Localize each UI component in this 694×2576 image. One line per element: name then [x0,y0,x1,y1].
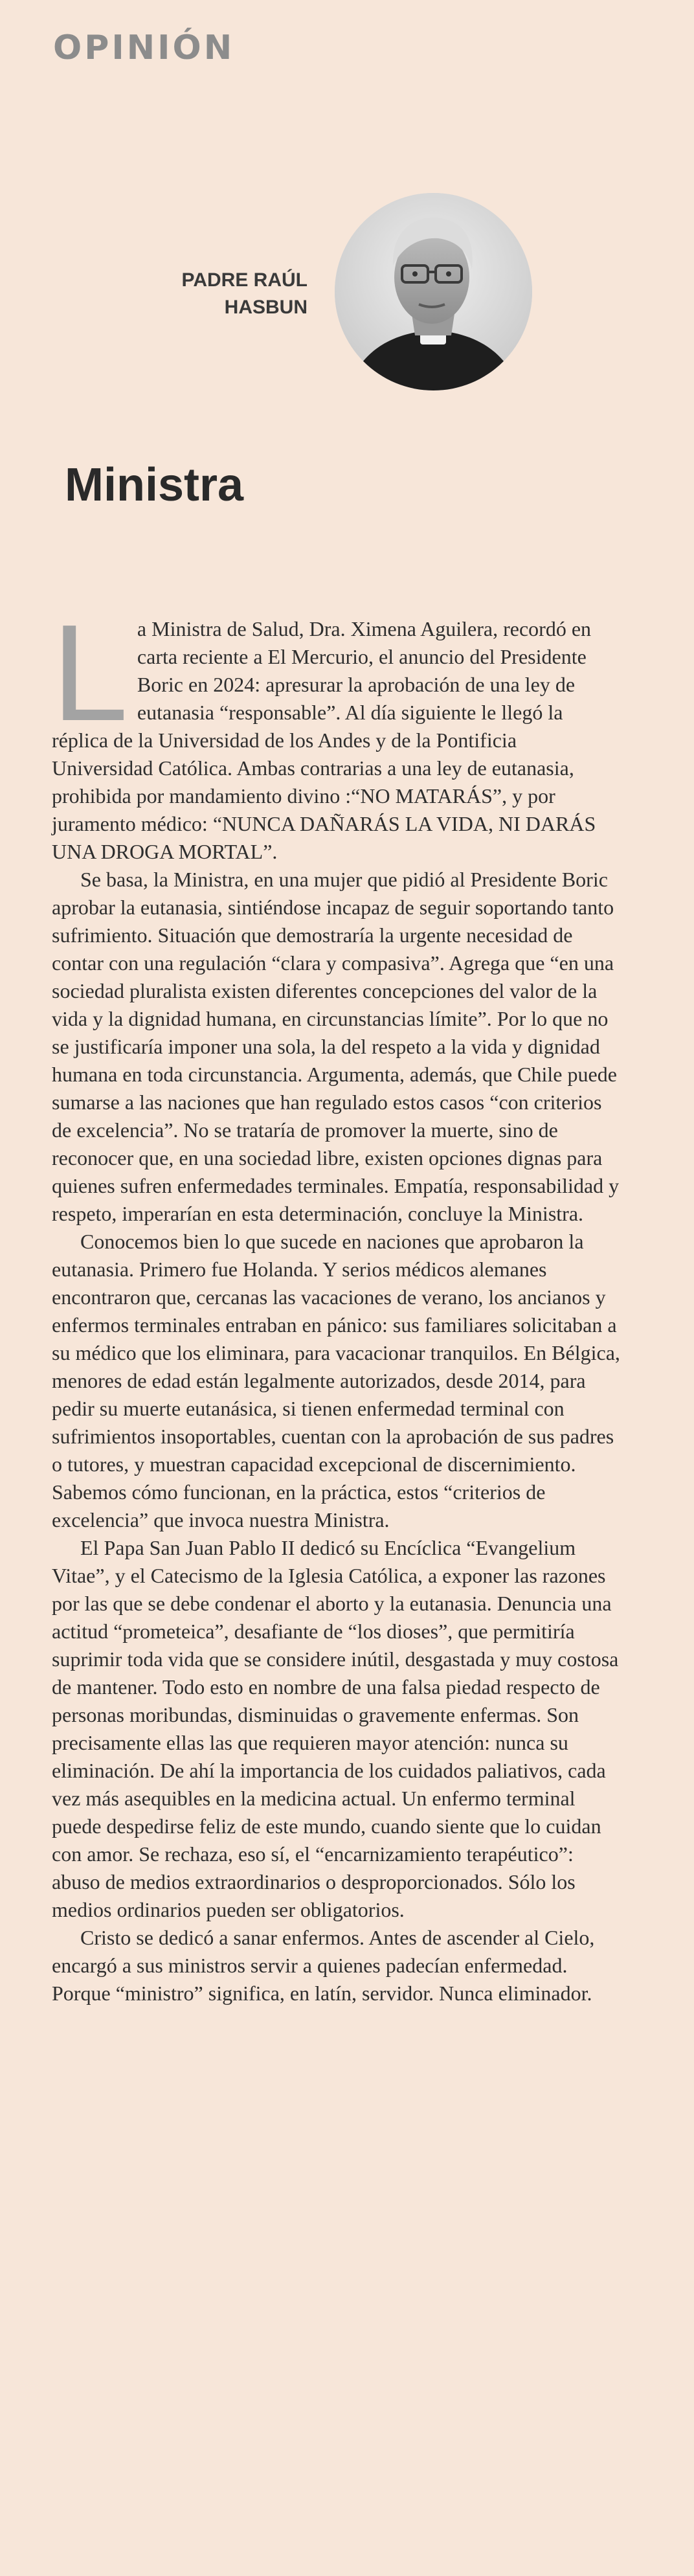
article-paragraph-3: Conocemos bien lo que sucede en naciones que aprobaron la eutanasia. Primero fue Holanda. Y serios médicos alemanes encontraron que, cercanas las vacaciones de verano, los ancianos y enfermos terminales entraban en pánico: sus familiares solicitaban a su médico que los eliminara, para vacacionar tranquilos. En Bélgica, menores de edad están legalmente autorizados, desde 2014, para pedir su muerte eutanásica, si tienen enfermedad terminal con sufrimientos insoportables, cuentan con la aprobación de sus padres o tutores, y muestran capacidad excepcional de discernimiento. Sabemos cómo funcionan, en la práctica, estos “criterios de excelencia” que invoca nuestra Ministra. [52,1230,620,1531]
drop-cap: L [52,596,128,749]
author-name-line2: HASBUN [224,297,308,318]
author-portrait-icon [335,193,532,390]
article-paragraph-1 [52,596,621,866]
article-paragraph-5: Cristo se dedicó a sanar enfermos. Antes de ascender al Cielo, encargó a sus ministros servir a quienes padecían enfermedad. Porque “ministro” significa, en latín, servidor. Nunca eliminador. [52,1926,595,2005]
article-paragraph-2: Se basa, la Ministra, en una mujer que pidió al Presidente Boric aprobar la eutanasia, sintiéndose incapaz de seguir soportando tanto sufrimiento. Situación que demostraría la urgente necesidad de contar con una regulación “clara y compasiva”. Agrega que “en una sociedad pluralista existen diferentes concepciones del valor de la vida y la dignidad humana, en circunstancias límite”. Por lo que no se justificaría imponer una sola, la del respeto a la vida y dignidad humana en toda circunstancia. Argumenta, además, que Chile puede sumarse a las naciones que han regulado estos casos “con criterios de excelencia”. No se trataría de promover la muerte, sino de reconocer que, en una sociedad libre, existen opciones dignas para quienes sufren enfermedades terminales. Empatía, responsabilidad y respeto, imperarían en esta determinación, concluye la Ministra. [52,868,620,1225]
article-body [52,596,621,2007]
article-paragraph-4: El Papa San Juan Pablo II dedicó su Encíclica “Evangelium Vitae”, y el Catecismo de la Iglesia Católica, a exponer las razones por las que se debe condenar el aborto y la eutanasia. Denuncia una actitud “prometeica”, desafiante de “los dioses”, que permitiría suprimir toda vida que se considere inútil, desgastada y muy costosa de mantener. Todo esto en nombre de una falsa piedad respecto de personas moribundas, disminuidas o gravemente enfermas. Son precisamente ellas las que requieren mayor atención: nunca su eliminación. De ahí la importancia de los cuidados paliativos, cada vez más asequibles en la medicina actual. Un enfermo terminal puede despedirse feliz de este mundo, cuando siente que lo cuidan con amor. Se rechaza, eso sí, el “encarnizamiento terapéutico”: abuso de medios extraordinarios o desproporcionados. Sólo los medios ordinarios pueden ser obligatorios. [52,1536,619,1921]
section-label: OPINIÓN [53,28,235,67]
paragraph-1-text: a Ministra de Salud, Dra. Ximena Aguilera, recordó en carta reciente a El Mercurio, el anuncio del Presidente Boric en 2024: apresurar la aprobación de una ley de eutanasia “responsable”. Al día siguiente le llegó la réplica de la Universidad de los Andes y de la Pontificia Universidad Católica. Ambas contrarias a una ley de eutanasia, prohibida por mandamiento divino :“NO MATARÁS”, y por juramento médico: “NUNCA DAÑARÁS LA VIDA, NI DARÁS UNA DROGA MORTAL”. [52,617,596,863]
author-byline [136,267,308,321]
article-headline: Ministra [65,459,244,511]
author-photo [335,193,532,390]
author-name-line1: PADRE RAÚL [181,269,308,291]
